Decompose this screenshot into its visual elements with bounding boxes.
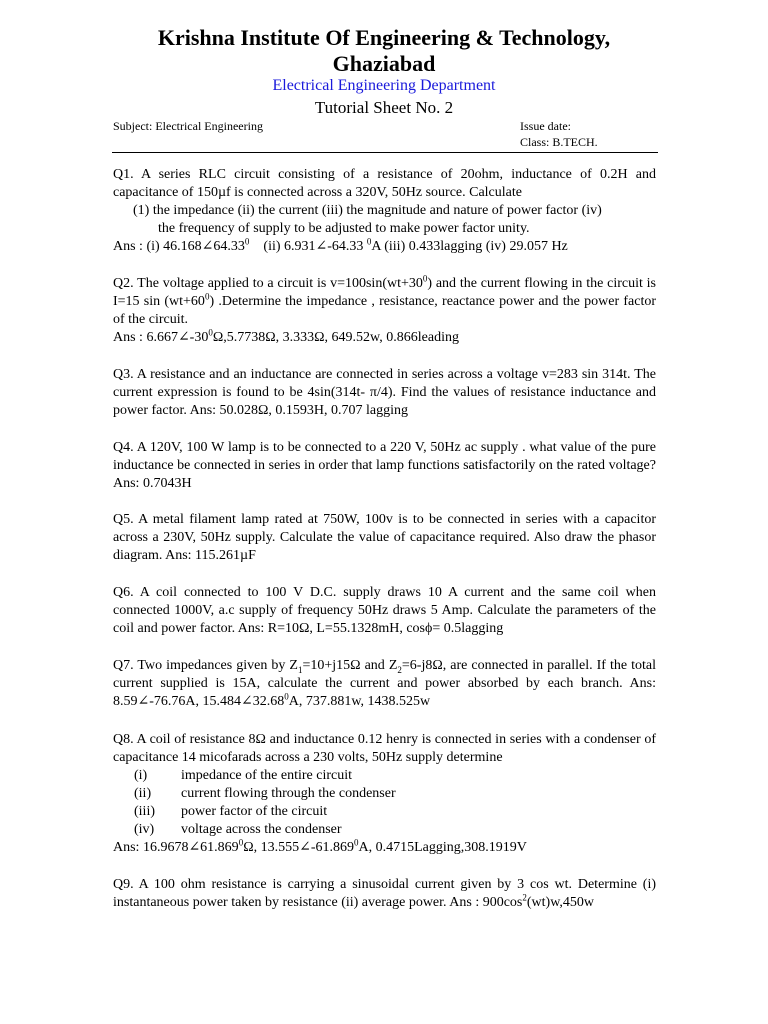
list-item: (i) impedance of the entire circuit [134,768,353,783]
question-1-parts-line2: the frequency of supply to be adjusted to make power factor unity. [158,221,530,236]
subject-label: Subject: Electrical Engineering [113,119,263,133]
question-7 [113,657,656,711]
institute-name-line2: Ghaziabad [332,51,436,76]
question-1 [113,166,656,256]
department-name: Electrical Engineering Department [272,77,496,94]
question-9-text: Q9. A 100 ohm resistance is carrying a sinusoidal current given by 3 cos wt. Determine (i) instantaneous power taken by resistance (ii) average power. Ans : $900\cos^2(wt)w,450w$ [113,877,656,910]
question-6 [113,584,656,638]
question-4-text: Q4. A 120V, 100 W lamp is to be connected to a 220 V, 50Hz ac supply . what value of the pure inductance be connected in series in order that lamp functions satisfactorily on the rated voltage? Ans: 0.7043H [113,440,656,491]
question-8 [113,731,656,857]
question-8-answer: Ans: 16.9678∠61.869$^0$Ω, 13.555∠-61.869$^0$A, 0.4715Lagging,308.1919V [113,837,527,855]
question-1-parts-line1: (1) the impedance (ii) the current (iii) the magnitude and nature of power factor (iv) [133,203,602,218]
question-8-text: Q8. A coil of resistance 8Ω and inductance 0.12 henry is connected in series with a condenser of capacitance 14 micofarads across a 230 volts, 50Hz supply determine [113,732,656,765]
question-5-text: Q5. A metal filament lamp rated at 750W, 100v is to be connected in series with a capacitor across a 230V, 50Hz supply. Calculate the value of capacitance required. Also draw the phasor diagram. Ans: 115.261µF [113,512,656,563]
question-5 [113,511,656,565]
header-divider [112,152,658,153]
list-item: (ii) current flowing through the condenser [134,786,396,801]
issue-date-label: Issue date: [520,119,571,133]
question-4 [113,439,656,493]
question-6-text: Q6. A coil connected to 100 V D.C. supply draws 10 A current and the same coil when connected 1000V, a.c supply of frequency 50Hz draws 5 Amp. Calculate the parameters of the coil and power factor. Ans: R=10Ω, L=55.1328mH, cosϕ= 0.5lagging [113,585,656,636]
question-2 [113,275,656,347]
institute-name-line1: Krishna Institute Of Engineering & Technology, [157,25,611,50]
question-1-text: Q1. A series RLC circuit consisting of a resistance of 20ohm, inductance of 0.2H and capacitance of 150µf is connected across a 320V, 50Hz source. Calculate [113,167,656,200]
question-2-answer: Ans : $6.667\angle-30^0\Omega,5.7738\Omega$, 3.333Ω, 649.52w, 0.866leading [113,327,459,345]
list-item: (iii) power factor of the circuit [134,804,328,819]
question-7-text: Q7. Two impedances given by $Z_1=10+j15\Omega$ and $Z_2=6-j8\Omega$, are connected in parallel. If the total current supplied is 15A, calculate the current and power absorbed by each branch. Ans: 8.59∠-76.76A, 15.484∠32.68$^0$A, 737.881w, 1438.525w [113,658,657,709]
class-label: Class: B.TECH. [520,135,598,149]
question-2-text: Q2. The voltage applied to a circuit is $v=100\sin(wt+30^0)$ and the current flowing in the circuit is I=15 $\sin (wt+60^0)$ .Determine the impedance , resistance, reactance power and the power factor of the circuit. [113,273,657,327]
list-item: (iv) voltage across the condenser [134,822,342,837]
question-9 [113,876,656,912]
question-1-answer: Ans : (i) 46.168∠64.33$^0$ (ii) 6.931∠-64.33 $^0$A (iii) 0.433lagging (iv) 29.057 Hz [113,236,568,254]
question-3-text: Q3. A resistance and an inductance are connected in series across a voltage v=283 sin 314t. The current expression is found to be 4sin(314t- π/4). Find the values of resistance inductance and power factor. Ans: 50.028Ω, 0.1593H, 0.707 lagging [113,367,656,418]
sheet-title: Tutorial Sheet No. 2 [314,98,454,117]
question-3 [113,366,656,420]
question-8-items [113,767,656,839]
